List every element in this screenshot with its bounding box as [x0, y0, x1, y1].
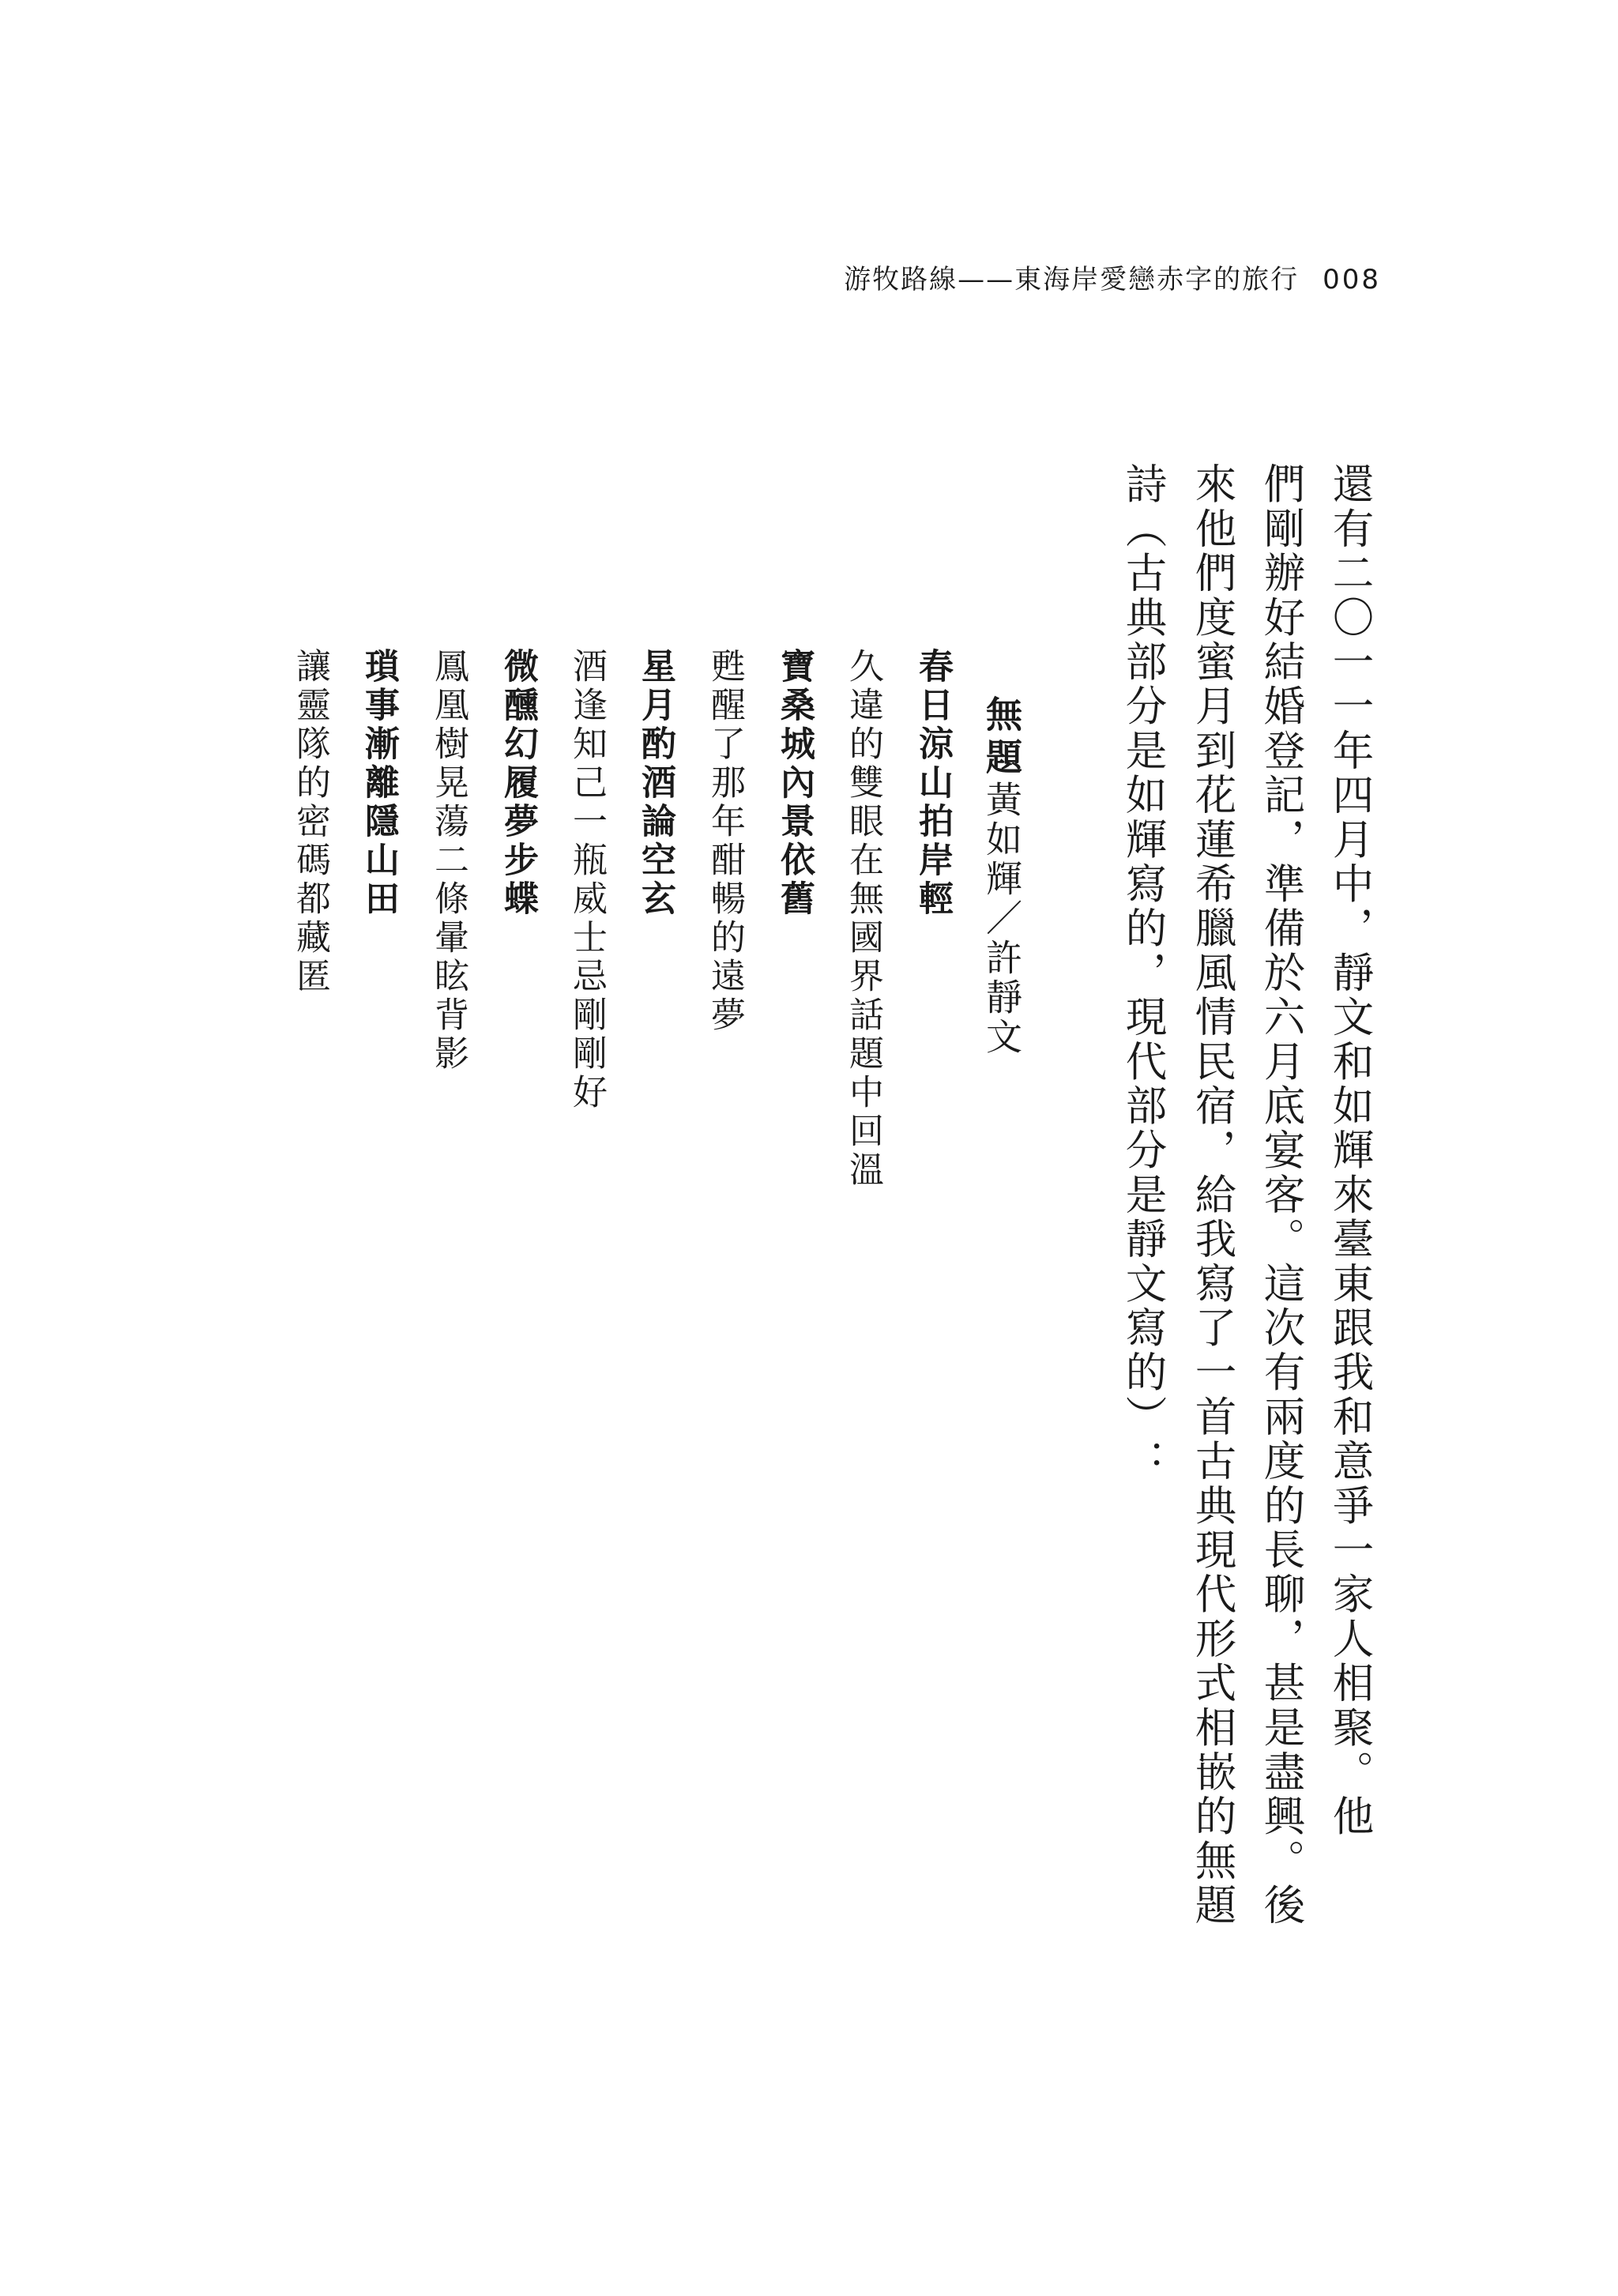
poem-authors: 黃如輝／許靜文 [980, 781, 1023, 1057]
poem-title: 無題 [980, 695, 1023, 781]
poem-line-4: 甦醒了那年酣暢的遠夢 [705, 648, 745, 1035]
prose-line-4: 詩（古典部分是如輝寫的，現代部分是靜文寫的）： [1119, 462, 1168, 1484]
poem-line-1: 春日涼山拍岸輕 [912, 648, 953, 919]
page-number: 008 [1323, 264, 1381, 295]
running-header [844, 262, 1381, 297]
book-title: 游牧路線——東海岸愛戀赤字的旅行 [844, 264, 1300, 295]
poem-line-6: 酒逢知己一瓶威士忌剛剛好 [566, 648, 607, 1112]
poem-line-9: 瑣事漸離隱山田 [359, 648, 399, 919]
poem-line-8: 鳳凰樹晃蕩二條暈眩背影 [428, 648, 468, 1074]
poem-line-10: 讓靈隊的密碼都藏匿 [290, 648, 330, 996]
prose-line-2: 們剛辦好結婚登記，準備於六月底宴客。這次有兩度的長聊，甚是盡興。後 [1257, 462, 1306, 1928]
poem-heading [980, 695, 1067, 1057]
poem-line-5: 星月酌酒論空玄 [635, 648, 675, 919]
poem-line-2: 久違的雙眼在無國界話題中回溫 [843, 648, 883, 1190]
prose-line-3: 來他們度蜜月到花蓮希臘風情民宿，給我寫了一首古典現代形式相嵌的無題 [1188, 462, 1237, 1928]
prose-line-1: 還有二〇一一年四月中，靜文和如輝來臺東跟我和意爭一家人相聚。他 [1326, 462, 1375, 1839]
poem-line-3: 寶桑城內景依舊 [774, 648, 815, 919]
poem-line-7: 微醺幻履夢步蝶 [498, 648, 538, 919]
